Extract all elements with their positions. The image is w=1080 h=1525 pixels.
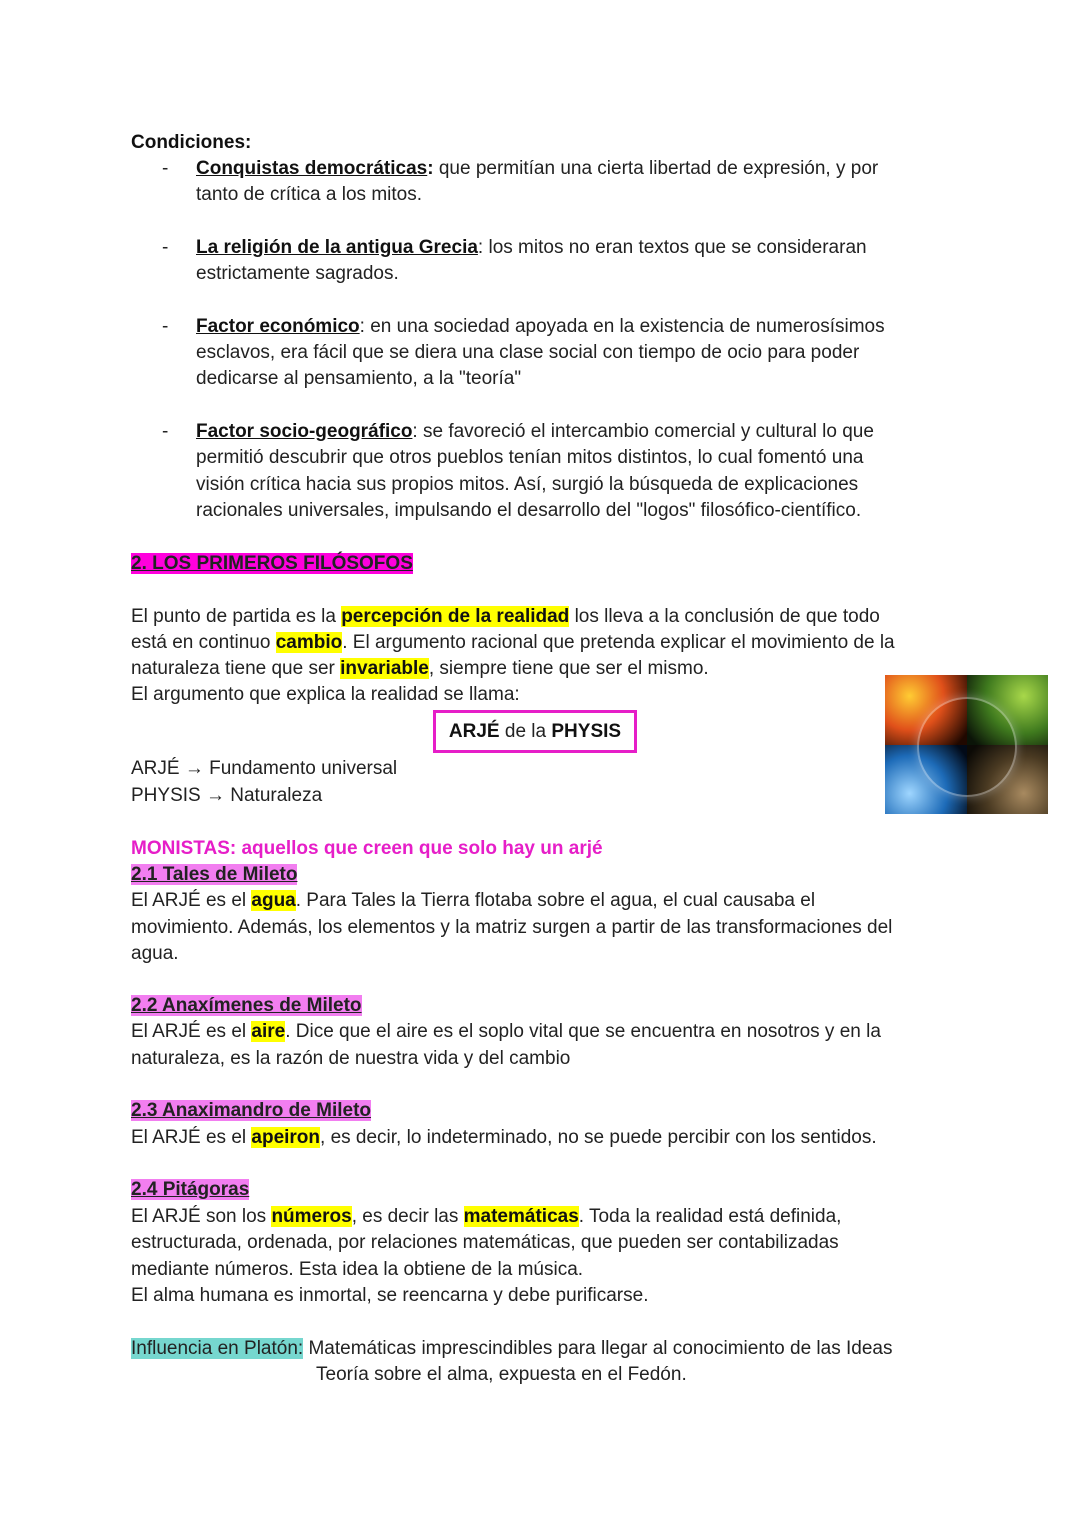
condition-item: Factor económico: en una sociedad apoyada en la existencia de numerosísimos (196, 316, 885, 337)
monistas-heading: MONISTAS: aquellos que creen que solo hay un arjé (131, 838, 603, 859)
bullet-dash: - (162, 237, 169, 258)
condition-text: tanto de crítica a los mitos. (196, 184, 422, 205)
paragraph-line: El ARJÉ son los números, es decir las matemáticas. Toda la realidad está definida, (131, 1206, 842, 1227)
bullet-dash: - (162, 158, 169, 179)
condition-text: estrictamente sagrados. (196, 263, 399, 284)
four-elements-image (885, 675, 1048, 814)
paragraph-line: naturaleza, es la razón de nuestra vida y del cambio (131, 1048, 571, 1069)
section-heading: 2. LOS PRIMEROS FILÓSOFOS (131, 553, 413, 574)
bullet-dash: - (162, 316, 169, 337)
influence-line: Teoría sobre el alma, expuesta en el Fedón. (316, 1364, 687, 1385)
condition-item: Factor socio-geográfico: se favoreció el intercambio comercial y cultural lo que (196, 421, 874, 442)
condition-text: dedicarse al pensamiento, a la "teoría" (196, 368, 522, 389)
paragraph-line: El ARJÉ es el apeiron, es decir, lo indeterminado, no se puede percibir con los sentidos. (131, 1127, 877, 1148)
influence-line: Influencia en Platón: Matemáticas imprescindibles para llegar al conocimiento de las Ideas (131, 1338, 893, 1359)
paragraph-line: está en continuo cambio. El argumento racional que pretenda explicar el movimiento de la (131, 632, 895, 653)
condition-item: La religión de la antigua Grecia: los mitos no eran textos que se consideraran (196, 237, 867, 258)
paragraph-line: agua. (131, 943, 179, 964)
arje-physis-box: ARJÉ de la PHYSIS (433, 710, 637, 753)
subheading-tales: 2.1 Tales de Mileto (131, 864, 298, 885)
definition-physis: PHYSIS → Naturaleza (131, 785, 323, 806)
subheading-anaximandro: 2.3 Anaximandro de Mileto (131, 1100, 372, 1121)
paragraph-line: El punto de partida es la percepción de la realidad los lleva a la conclusión de que todo (131, 606, 880, 627)
condition-text: permitió descubrir que otros pueblos tenían mitos distintos, lo cual fomentó una (196, 447, 864, 468)
subheading-anaximenes: 2.2 Anaxímenes de Mileto (131, 995, 362, 1016)
paragraph-line: El alma humana es inmortal, se reencarna y debe purificarse. (131, 1285, 649, 1306)
condition-text: visión crítica hacia sus propios mitos. Así, surgió la búsqueda de explicaciones (196, 474, 859, 495)
paragraph-line: El ARJÉ es el aire. Dice que el aire es el soplo vital que se encuentra en nosotros y en la (131, 1021, 881, 1042)
conditions-title: Condiciones: (131, 132, 252, 153)
condition-text: racionales universales, impulsando el desarrollo del "logos" filosófico-científico. (196, 500, 862, 521)
paragraph-line: estructurada, ordenada, por relaciones matemáticas, que pueden ser contabilizadas (131, 1232, 839, 1253)
paragraph-line: mediante números. Esta idea la obtiene de la música. (131, 1259, 584, 1280)
condition-item: Conquistas democráticas: que permitían una cierta libertad de expresión, y por (196, 158, 879, 179)
definition-arje: ARJÉ → Fundamento universal (131, 758, 398, 779)
paragraph-line: naturaleza tiene que ser invariable, siempre tiene que ser el mismo. (131, 658, 709, 679)
paragraph-line: El ARJÉ es el agua. Para Tales la Tierra flotaba sobre el agua, el cual causaba el (131, 890, 816, 911)
bullet-dash: - (162, 421, 169, 442)
subheading-pitagoras: 2.4 Pitágoras (131, 1179, 250, 1200)
paragraph-line: movimiento. Además, los elementos y la matriz surgen a partir de las transformaciones del (131, 917, 893, 938)
condition-text: esclavos, era fácil que se diera una clase social con tiempo de ocio para poder (196, 342, 860, 363)
paragraph-line: El argumento que explica la realidad se llama: (131, 684, 520, 705)
